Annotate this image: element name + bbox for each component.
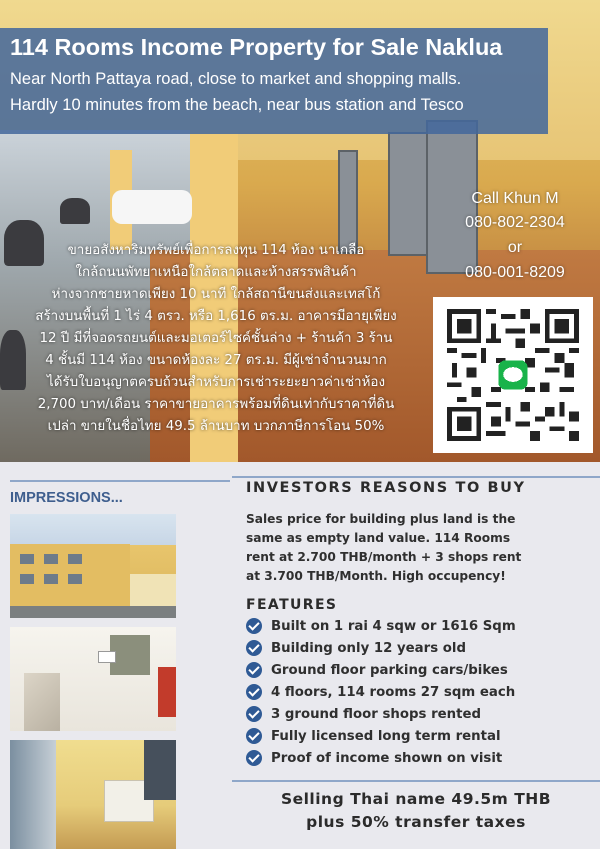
- feature-text: 3 ground floor shops rented: [271, 706, 481, 722]
- paragraph-line: rent at 2.700 THB/month + 3 shops rent: [246, 550, 522, 564]
- check-circle-icon: [246, 662, 262, 678]
- building-exterior-photo: [10, 514, 176, 618]
- thai-description: [0, 240, 432, 438]
- features-title: FEATURES: [246, 597, 338, 613]
- page-title: 114 Rooms Income Property for Sale Naklua: [10, 34, 503, 60]
- selling-line: plus 50% transfer taxes: [306, 813, 526, 831]
- contact-or: or: [507, 239, 523, 256]
- check-circle-icon: [246, 618, 262, 634]
- feature-text: Ground floor parking cars/bikes: [271, 662, 508, 678]
- feature-text: 4 floors, 114 rooms 27 sqm each: [271, 684, 516, 700]
- thai-line: ขายอสังหาริมทรัพย์เพื่อการลงทุน 114 ห้อง นาเกลือ: [67, 243, 365, 258]
- check-circle-icon: [246, 684, 262, 700]
- feature-item: [246, 747, 502, 769]
- check-circle-icon: [246, 706, 262, 722]
- phone-number[interactable]: 080-802-2304: [465, 214, 565, 231]
- room-interior-photo: [10, 740, 176, 849]
- divider: [232, 476, 600, 478]
- thai-line: ใกล้ถนนพัทยาเหนือใกล้ตลาดและห้างสรรพสินค้า: [75, 265, 357, 280]
- window: [388, 132, 428, 256]
- selling-line: Selling Thai name 49.5m THB: [280, 790, 552, 808]
- divider: [232, 780, 600, 782]
- feature-item: [246, 615, 516, 637]
- feature-item: [246, 659, 508, 681]
- check-circle-icon: [246, 640, 262, 656]
- thai-line: 4 ชั้นมี 114 ห้อง ขนาดห้องละ 27 ตร.ม. มีผู้เช่าจำนวนมาก: [45, 353, 387, 368]
- qr-code-pattern: [446, 309, 580, 441]
- feature-text: Built on 1 rai 4 sqw or 1616 Sqm: [271, 618, 516, 634]
- paragraph-line: Sales price for building plus land is the: [246, 512, 516, 526]
- check-circle-icon: [246, 750, 262, 766]
- selling-price: [232, 788, 600, 834]
- divider: [10, 480, 230, 482]
- thai-line: เปล่า ขายในชื่อไทย 49.5 ล้านบาท บวกภาษีการโอน 50%: [47, 419, 385, 434]
- subtitle-line: Near North Pattaya road, close to market and shopping malls.: [10, 70, 462, 88]
- thai-line: 2,700 บาท/เดือน ราคาขายอาคารพร้อมที่ดินเท่ากับราคาที่ดิน: [37, 397, 395, 412]
- feature-text: Fully licensed long term rental: [271, 728, 501, 744]
- subtitle-line: Hardly 10 minutes from the beach, near bus station and Tesco: [10, 96, 464, 114]
- reasons-paragraph: [246, 510, 586, 586]
- motorbike: [60, 198, 90, 224]
- feature-text: Building only 12 years old: [271, 640, 466, 656]
- qr-code[interactable]: [433, 297, 593, 453]
- contact-label: Call Khun M: [471, 190, 559, 207]
- door: [338, 150, 358, 254]
- thai-line: 12 ปี มีที่จอดรถยนต์และมอเตอร์ไซค์ชั้นล่าง + ร้านค้า 3 ร้าน: [39, 331, 393, 346]
- phone-number[interactable]: 080-001-8209: [465, 264, 565, 281]
- feature-item: [246, 637, 466, 659]
- thai-line: สร้างบนพื้นที่ 1 ไร่ 4 ตรว. หรือ 1,616 ตร.ม. อาคารมีอายุเพียง: [35, 309, 397, 324]
- thai-line: ห่างจากชายหาดเพียง 10 นาที ใกล้สถานีขนส่งและเทสโก้: [51, 287, 381, 302]
- paragraph-line: same as empty land value. 114 Rooms: [246, 531, 511, 545]
- reasons-title: INVESTORS REASONS TO BUY: [246, 480, 526, 496]
- impressions-title: IMPRESSIONS...: [10, 490, 123, 506]
- feature-item: [246, 725, 501, 747]
- thai-line: ได้รับใบอนุญาตครบถ้วนสำหรับการเช่าระยะยาวค่าเช่าห้อง: [46, 375, 385, 390]
- paragraph-line: at 3.700 THB/Month. High occupency!: [246, 569, 506, 583]
- staircase-photo: [10, 627, 176, 731]
- feature-text: Proof of income shown on visit: [271, 750, 503, 766]
- feature-item: [246, 703, 481, 725]
- parked-car: [112, 190, 192, 224]
- check-circle-icon: [246, 728, 262, 744]
- feature-item: [246, 681, 515, 703]
